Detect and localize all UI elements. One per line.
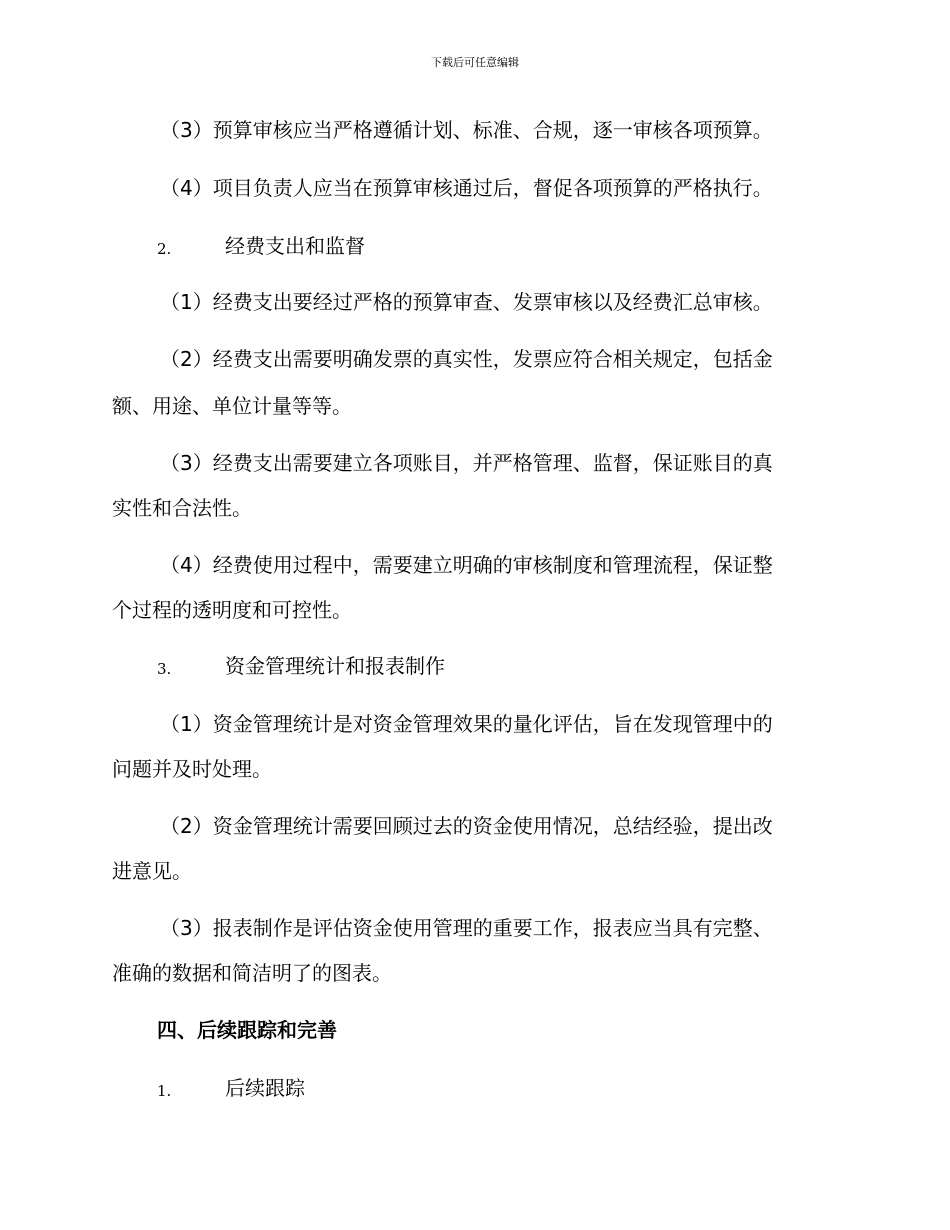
list-number: 3.: [157, 660, 172, 678]
paragraph-expense-2-line1: （2）经费支出需要明确发票的真实性，发票应符合相关规定，包括金: [160, 347, 773, 371]
paragraph-expense-1: （1）经费支出要经过严格的预算审查、发票审核以及经费汇总审核。: [160, 290, 773, 314]
paragraph-budget-review-3: （3）预算审核应当严格遵循计划、标准、合规，逐一审核各项预算。: [160, 118, 773, 142]
paragraph-statistics-1-line1: （1）资金管理统计是对资金管理效果的量化评估，旨在发现管理中的: [160, 712, 773, 736]
paragraph-statistics-2-line2: 进意见。: [112, 859, 192, 883]
paragraph-statistics-2-line1: （2）资金管理统计需要回顾过去的资金使用情况，总结经验，提出改: [160, 814, 773, 838]
paragraph-budget-review-4: （4）项目负责人应当在预算审核通过后，督促各项预算的严格执行。: [160, 176, 773, 200]
list-item-title: 资金管理统计和报表制作: [225, 654, 445, 678]
list-item-title: 后续跟踪: [225, 1076, 305, 1100]
paragraph-expense-4-line2: 个过程的透明度和可控性。: [112, 598, 352, 622]
section-heading-follow-up: 四、后续跟踪和完善: [157, 1018, 337, 1042]
paragraph-report-3-line2: 准确的数据和简洁明了的图表。: [112, 961, 392, 985]
paragraph-expense-4-line1: （4）经费使用过程中，需要建立明确的审核制度和管理流程，保证整: [160, 553, 773, 577]
page-header-note: 下载后可任意编辑: [431, 56, 519, 69]
paragraph-report-3-line1: （3）报表制作是评估资金使用管理的重要工作，报表应当具有完整、: [160, 916, 773, 940]
list-number: 2.: [157, 240, 172, 258]
paragraph-expense-3-line2: 实性和合法性。: [112, 496, 252, 520]
list-item-title: 经费支出和监督: [225, 234, 365, 258]
list-number: 1.: [157, 1082, 172, 1100]
paragraph-expense-3-line1: （3）经费支出需要建立各项账目，并严格管理、监督，保证账目的真: [160, 451, 773, 475]
paragraph-statistics-1-line2: 问题并及时处理。: [112, 757, 272, 781]
paragraph-expense-2-line2: 额、用途、单位计量等等。: [112, 394, 352, 418]
